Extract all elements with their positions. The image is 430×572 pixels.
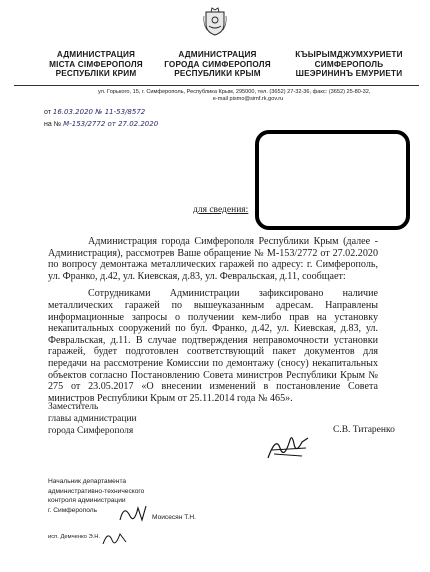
body-paragraph: Администрация города Симферополя Республики Крым (далее - Администрация), рассмотрев Ваше обращение № М-153/2772 от 27.02.2020 по вопросу демонтажа металлических гаражей по адресу: г. Симферополь, ул. Франко, д.42, ул. Киевская, д.83, ул. Февральская, д.11, сообщает: bbox=[48, 236, 378, 282]
redacted-recipient-box bbox=[255, 130, 410, 230]
header-center-block bbox=[160, 50, 275, 79]
for-info-label: для сведения: bbox=[193, 205, 249, 215]
header-right-line: КЪЫРЫМДЖУМХУРИЕТИ bbox=[295, 50, 403, 59]
header-divider bbox=[14, 85, 419, 86]
header-left-block bbox=[30, 50, 162, 79]
address-block bbox=[98, 89, 398, 103]
email-line: e-mail pismo@simf.rk.gov.ru bbox=[212, 96, 284, 103]
signatory-title-line: города Симферополя bbox=[48, 425, 134, 436]
signatory-title bbox=[48, 402, 137, 437]
address-line: ул. Горького, 15, г. Симферополь, Республика Крым, 295000, тел. (3652) 27-32-36, факс: (3652) 25-80-32, bbox=[98, 89, 371, 95]
header-right-line: ШЕЭРИНИНЪ ЕМУРИЕТИ bbox=[295, 69, 403, 79]
header-center-line: ГОРОДА СИМФЕРОПОЛЯ bbox=[164, 59, 271, 69]
header-right-line: СИМФЕРОПОЛЬ bbox=[314, 59, 384, 69]
executor-name: Моисесян Т.Н. bbox=[152, 514, 196, 521]
coat-of-arms-icon bbox=[203, 6, 227, 36]
executor-title-line: г. Симферополь bbox=[48, 506, 98, 514]
body-paragraph: Сотрудниками Администрации зафиксировано наличие металлических гаражей по вышеуказанным адресам. Направлены информационные запросы о получении кем-либо прав на установку некапитальных сооружений по бул. Франко, д.42, ул. Киевская, д.83, ул. Февральская, д.11. В случае подтверждения неправомочности установки гаражей, будет подготовлен соответствующий пакет документов для передачи на рассмотрение Комиссии по демонтажу (сносу) некапитальных объектов согласно Постановлению Совета министров Республики Крым № 275 от 23.05.2017 «О внесении изменений в постановление Совета министров Республики Крым от 25.11.2014 года № 465». bbox=[48, 288, 378, 404]
letter-body bbox=[48, 236, 378, 404]
incoming-reference bbox=[44, 120, 158, 128]
header-left-line: РЕСПУБЛІКИ КРИМ bbox=[55, 69, 137, 79]
executor-title-line: контроля администрации bbox=[48, 497, 126, 505]
executor-title-line: административно-технического bbox=[48, 487, 145, 495]
executor-title-line: Начальник департамента bbox=[48, 478, 127, 485]
signatory-name: С.В. Титаренко bbox=[333, 425, 395, 435]
performer-signature-icon bbox=[100, 528, 130, 550]
performer-note: исп. Демченко Э.Н. bbox=[48, 534, 101, 540]
to-prefix: на № bbox=[44, 121, 62, 128]
header-left-line: МІСТА СІМФЕРОПОЛЯ bbox=[49, 59, 143, 69]
outgoing-number bbox=[44, 108, 145, 116]
to-value: М-153/2772 от 27.02.2020 bbox=[63, 120, 159, 128]
header-left-line: АДМИНИСТРАЦИЯ bbox=[56, 50, 136, 59]
signatory-title-line: главы администрации bbox=[48, 413, 137, 424]
from-value: 16.03.2020 № 11-53/8572 bbox=[52, 108, 146, 116]
signatory-title-line: Заместитель bbox=[48, 402, 99, 412]
header-right-block bbox=[283, 50, 415, 79]
header-center-line: АДМИНИСТРАЦИЯ bbox=[178, 50, 257, 59]
handwritten-signature-icon bbox=[262, 430, 314, 466]
header-center-line: РЕСПУБЛИКИ КРЫМ bbox=[174, 69, 261, 79]
executor-signature-icon bbox=[116, 500, 150, 526]
from-prefix: от bbox=[44, 109, 51, 116]
